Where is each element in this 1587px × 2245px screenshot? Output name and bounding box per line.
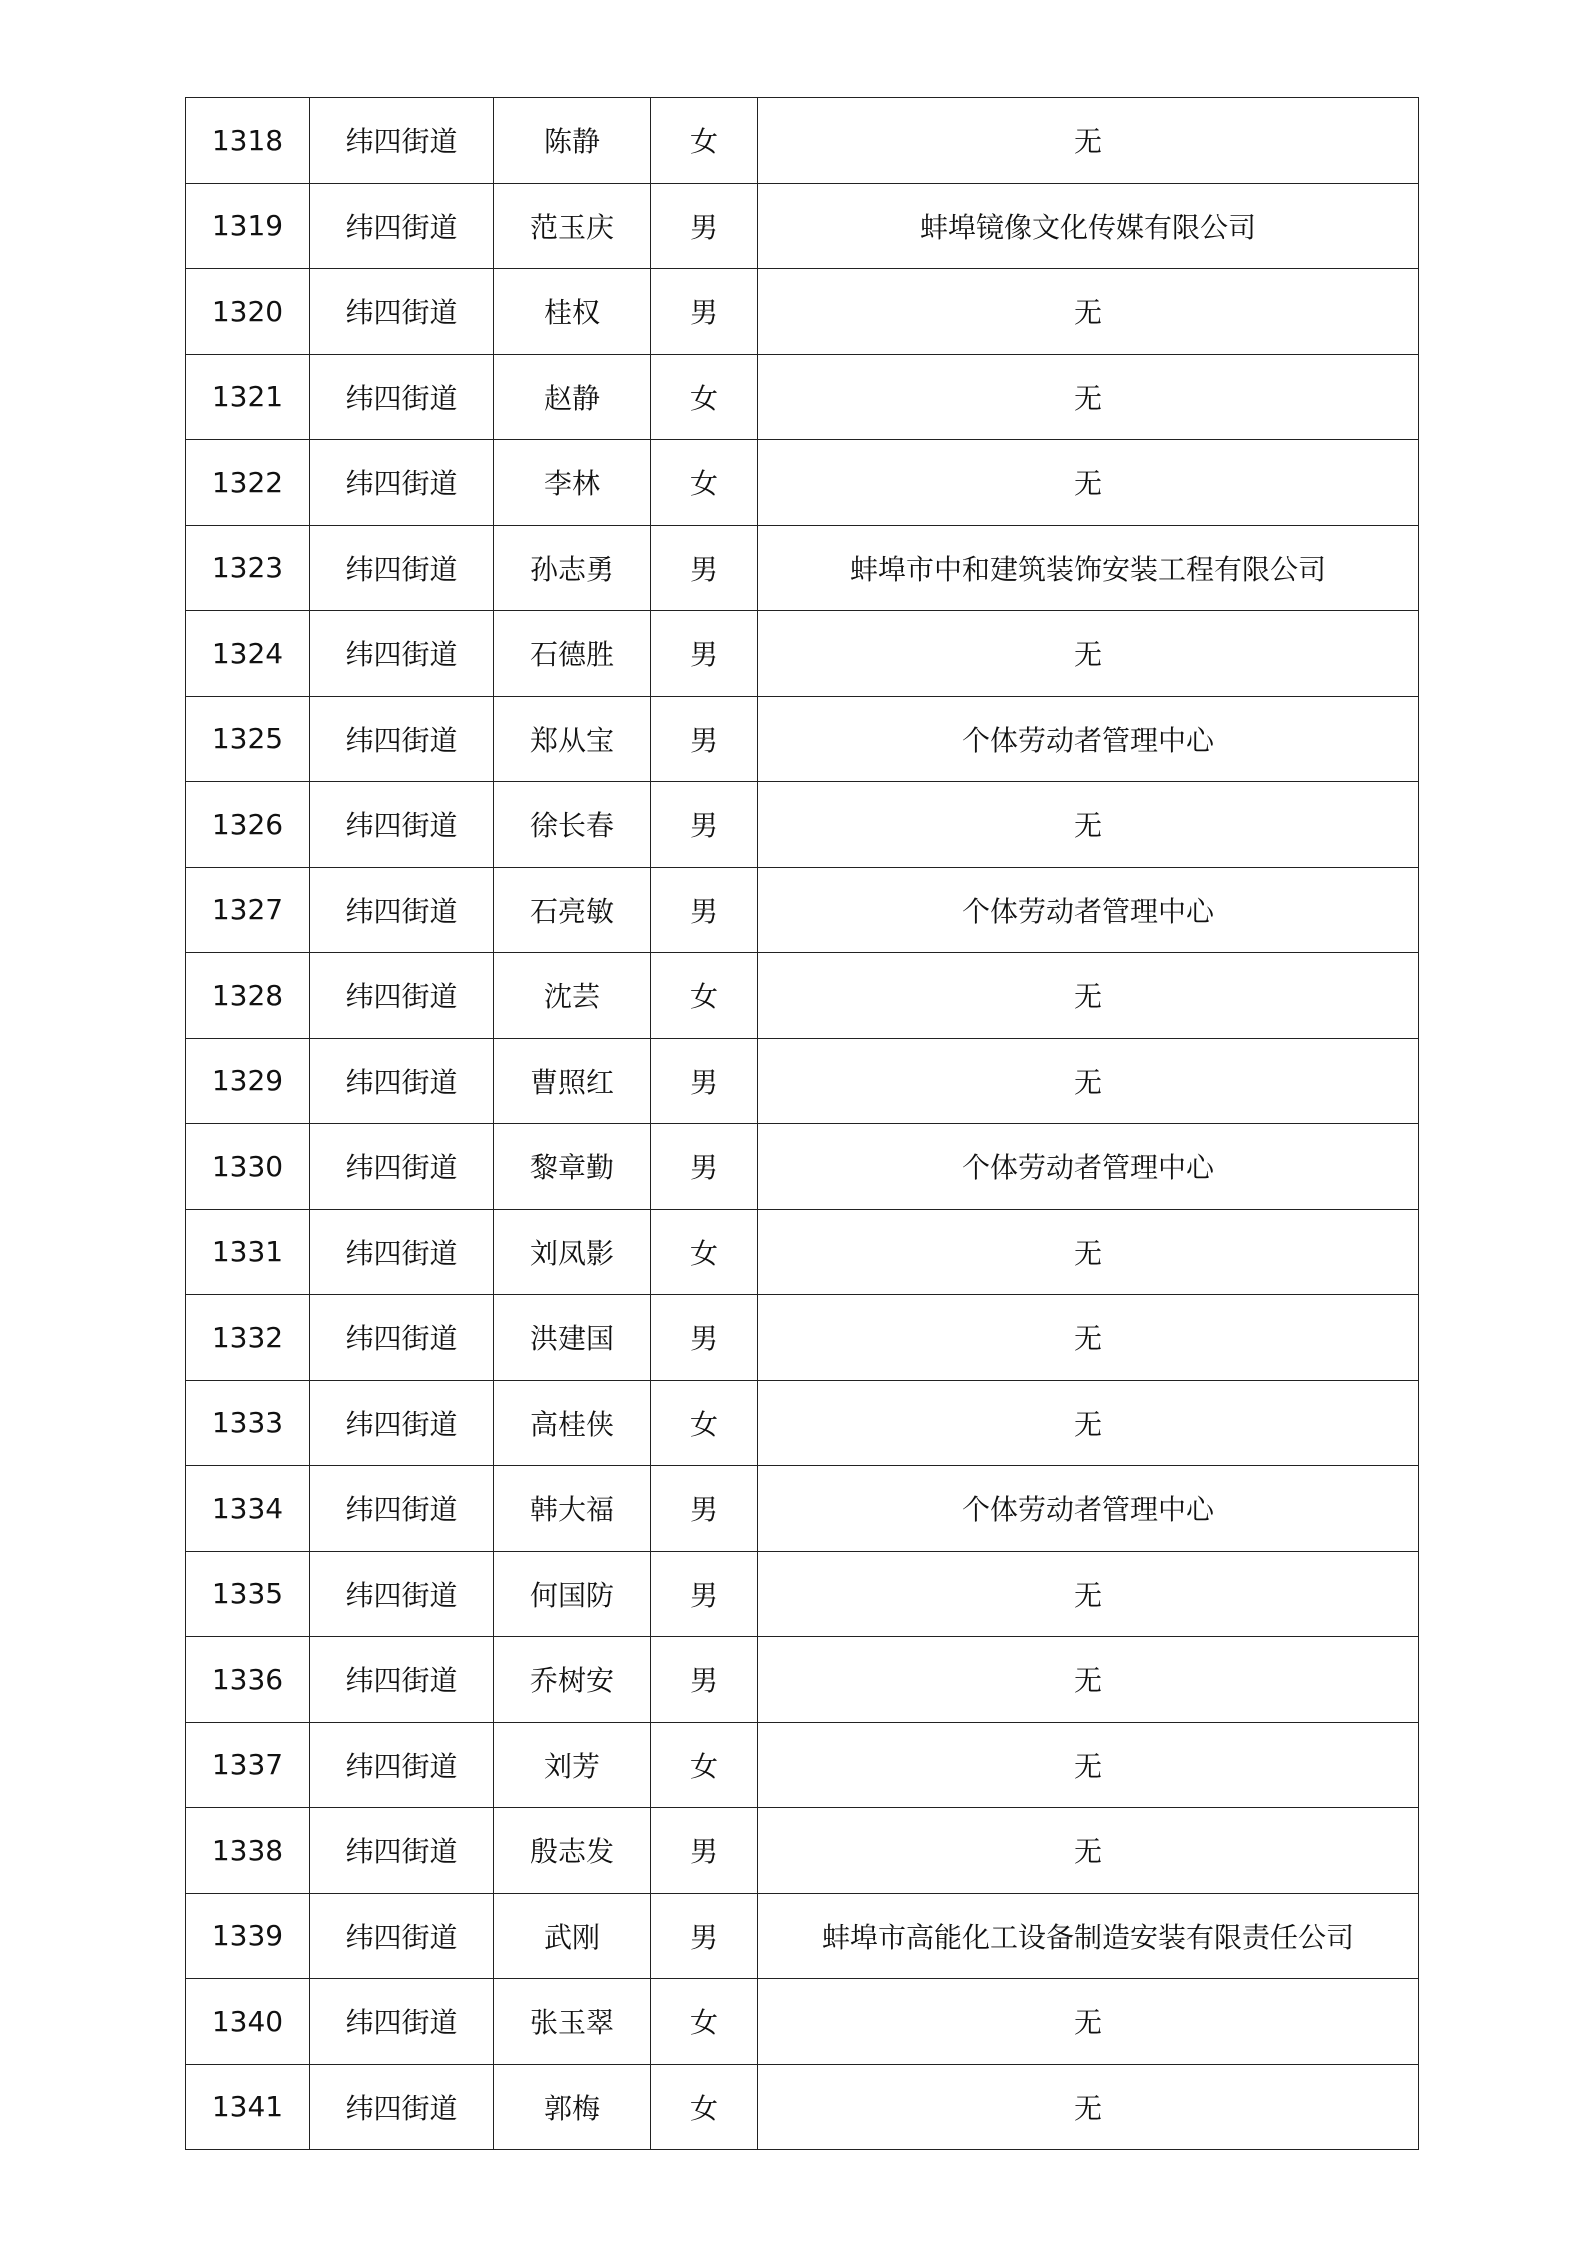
- cell-name: 高桂侠: [494, 1380, 651, 1466]
- cell-name: 曹照红: [494, 1038, 651, 1124]
- roster-table-body: [186, 98, 1419, 2150]
- cell-number: 1326: [186, 782, 310, 868]
- table-row: [186, 611, 1419, 697]
- cell-street: 纬四街道: [310, 1979, 494, 2065]
- cell-street: 纬四街道: [310, 1551, 494, 1637]
- cell-number: 1327: [186, 867, 310, 953]
- cell-organization: 蚌埠市高能化工设备制造安装有限责任公司: [758, 1893, 1419, 1979]
- cell-gender: 男: [651, 525, 758, 611]
- cell-organization: 无: [758, 1551, 1419, 1637]
- cell-gender: 男: [651, 696, 758, 782]
- cell-gender: 男: [651, 183, 758, 269]
- table-row: [186, 1124, 1419, 1210]
- table-row: [186, 1295, 1419, 1381]
- table-row: [186, 782, 1419, 868]
- cell-organization: 个体劳动者管理中心: [758, 867, 1419, 953]
- cell-gender: 男: [651, 269, 758, 355]
- cell-name: 张玉翠: [494, 1979, 651, 2065]
- cell-organization: 无: [758, 953, 1419, 1039]
- cell-number: 1339: [186, 1893, 310, 1979]
- cell-street: 纬四街道: [310, 269, 494, 355]
- cell-organization: 无: [758, 1209, 1419, 1295]
- cell-number: 1331: [186, 1209, 310, 1295]
- cell-name: 郭梅: [494, 2064, 651, 2150]
- cell-number: 1333: [186, 1380, 310, 1466]
- cell-organization: 无: [758, 1637, 1419, 1723]
- cell-number: 1332: [186, 1295, 310, 1381]
- cell-organization: 无: [758, 1979, 1419, 2065]
- cell-gender: 女: [651, 440, 758, 526]
- cell-name: 李林: [494, 440, 651, 526]
- cell-number: 1336: [186, 1637, 310, 1723]
- table-row: [186, 354, 1419, 440]
- table-row: [186, 953, 1419, 1039]
- cell-street: 纬四街道: [310, 1808, 494, 1894]
- cell-gender: 男: [651, 867, 758, 953]
- cell-street: 纬四街道: [310, 1893, 494, 1979]
- cell-organization: 无: [758, 98, 1419, 184]
- cell-gender: 女: [651, 2064, 758, 2150]
- cell-name: 范玉庆: [494, 183, 651, 269]
- cell-number: 1323: [186, 525, 310, 611]
- cell-organization: 无: [758, 269, 1419, 355]
- cell-street: 纬四街道: [310, 611, 494, 697]
- cell-street: 纬四街道: [310, 1038, 494, 1124]
- cell-number: 1319: [186, 183, 310, 269]
- cell-organization: 无: [758, 1722, 1419, 1808]
- cell-organization: 个体劳动者管理中心: [758, 1466, 1419, 1552]
- cell-street: 纬四街道: [310, 953, 494, 1039]
- cell-gender: 女: [651, 953, 758, 1039]
- table-row: [186, 525, 1419, 611]
- cell-name: 何国防: [494, 1551, 651, 1637]
- cell-street: 纬四街道: [310, 1124, 494, 1210]
- cell-name: 桂权: [494, 269, 651, 355]
- cell-organization: 无: [758, 1380, 1419, 1466]
- table-row: [186, 696, 1419, 782]
- cell-gender: 女: [651, 1209, 758, 1295]
- cell-name: 沈芸: [494, 953, 651, 1039]
- cell-name: 刘凤影: [494, 1209, 651, 1295]
- cell-street: 纬四街道: [310, 1722, 494, 1808]
- cell-gender: 男: [651, 1466, 758, 1552]
- table-row: [186, 269, 1419, 355]
- cell-name: 石亮敏: [494, 867, 651, 953]
- cell-name: 殷志发: [494, 1808, 651, 1894]
- cell-organization: 无: [758, 1295, 1419, 1381]
- cell-street: 纬四街道: [310, 98, 494, 184]
- cell-number: 1341: [186, 2064, 310, 2150]
- table-row: [186, 1466, 1419, 1552]
- cell-name: 乔树安: [494, 1637, 651, 1723]
- cell-street: 纬四街道: [310, 782, 494, 868]
- cell-name: 黎章勤: [494, 1124, 651, 1210]
- table-row: [186, 183, 1419, 269]
- cell-street: 纬四街道: [310, 1466, 494, 1552]
- cell-street: 纬四街道: [310, 525, 494, 611]
- cell-number: 1318: [186, 98, 310, 184]
- cell-name: 赵静: [494, 354, 651, 440]
- cell-organization: 个体劳动者管理中心: [758, 696, 1419, 782]
- cell-number: 1322: [186, 440, 310, 526]
- cell-number: 1329: [186, 1038, 310, 1124]
- cell-organization: 无: [758, 611, 1419, 697]
- table-row: [186, 1551, 1419, 1637]
- cell-number: 1340: [186, 1979, 310, 2065]
- table-row: [186, 1722, 1419, 1808]
- table-row: [186, 1979, 1419, 2065]
- cell-organization: 无: [758, 2064, 1419, 2150]
- cell-street: 纬四街道: [310, 1209, 494, 1295]
- cell-street: 纬四街道: [310, 440, 494, 526]
- cell-gender: 男: [651, 1551, 758, 1637]
- cell-gender: 男: [651, 1637, 758, 1723]
- cell-name: 孙志勇: [494, 525, 651, 611]
- cell-number: 1321: [186, 354, 310, 440]
- cell-street: 纬四街道: [310, 2064, 494, 2150]
- cell-number: 1320: [186, 269, 310, 355]
- cell-name: 洪建国: [494, 1295, 651, 1381]
- cell-organization: 无: [758, 1808, 1419, 1894]
- cell-organization: 无: [758, 782, 1419, 868]
- cell-name: 刘芳: [494, 1722, 651, 1808]
- cell-number: 1325: [186, 696, 310, 782]
- cell-gender: 男: [651, 1038, 758, 1124]
- table-row: [186, 1380, 1419, 1466]
- cell-number: 1338: [186, 1808, 310, 1894]
- cell-number: 1328: [186, 953, 310, 1039]
- cell-gender: 男: [651, 782, 758, 868]
- table-row: [186, 867, 1419, 953]
- table-row: [186, 440, 1419, 526]
- cell-street: 纬四街道: [310, 1637, 494, 1723]
- cell-gender: 男: [651, 1124, 758, 1210]
- cell-gender: 女: [651, 1380, 758, 1466]
- table-row: [186, 2064, 1419, 2150]
- cell-gender: 女: [651, 1979, 758, 2065]
- table-row: [186, 1637, 1419, 1723]
- cell-gender: 男: [651, 1295, 758, 1381]
- cell-name: 石德胜: [494, 611, 651, 697]
- cell-street: 纬四街道: [310, 354, 494, 440]
- table-row: [186, 1808, 1419, 1894]
- cell-number: 1335: [186, 1551, 310, 1637]
- table-row: [186, 1893, 1419, 1979]
- cell-number: 1334: [186, 1466, 310, 1552]
- cell-organization: 无: [758, 440, 1419, 526]
- cell-gender: 男: [651, 611, 758, 697]
- cell-name: 韩大福: [494, 1466, 651, 1552]
- cell-name: 陈静: [494, 98, 651, 184]
- table-row: [186, 98, 1419, 184]
- cell-gender: 女: [651, 1722, 758, 1808]
- cell-name: 武刚: [494, 1893, 651, 1979]
- cell-name: 郑从宝: [494, 696, 651, 782]
- cell-gender: 女: [651, 98, 758, 184]
- cell-street: 纬四街道: [310, 1295, 494, 1381]
- cell-street: 纬四街道: [310, 867, 494, 953]
- cell-organization: 无: [758, 354, 1419, 440]
- cell-number: 1324: [186, 611, 310, 697]
- cell-organization: 蚌埠镜像文化传媒有限公司: [758, 183, 1419, 269]
- roster-table: [185, 97, 1419, 2150]
- table-row: [186, 1209, 1419, 1295]
- cell-gender: 男: [651, 1893, 758, 1979]
- cell-name: 徐长春: [494, 782, 651, 868]
- cell-organization: 无: [758, 1038, 1419, 1124]
- cell-gender: 男: [651, 1808, 758, 1894]
- cell-number: 1337: [186, 1722, 310, 1808]
- cell-street: 纬四街道: [310, 696, 494, 782]
- cell-number: 1330: [186, 1124, 310, 1210]
- table-row: [186, 1038, 1419, 1124]
- cell-gender: 女: [651, 354, 758, 440]
- cell-street: 纬四街道: [310, 1380, 494, 1466]
- cell-street: 纬四街道: [310, 183, 494, 269]
- cell-organization: 蚌埠市中和建筑装饰安装工程有限公司: [758, 525, 1419, 611]
- cell-organization: 个体劳动者管理中心: [758, 1124, 1419, 1210]
